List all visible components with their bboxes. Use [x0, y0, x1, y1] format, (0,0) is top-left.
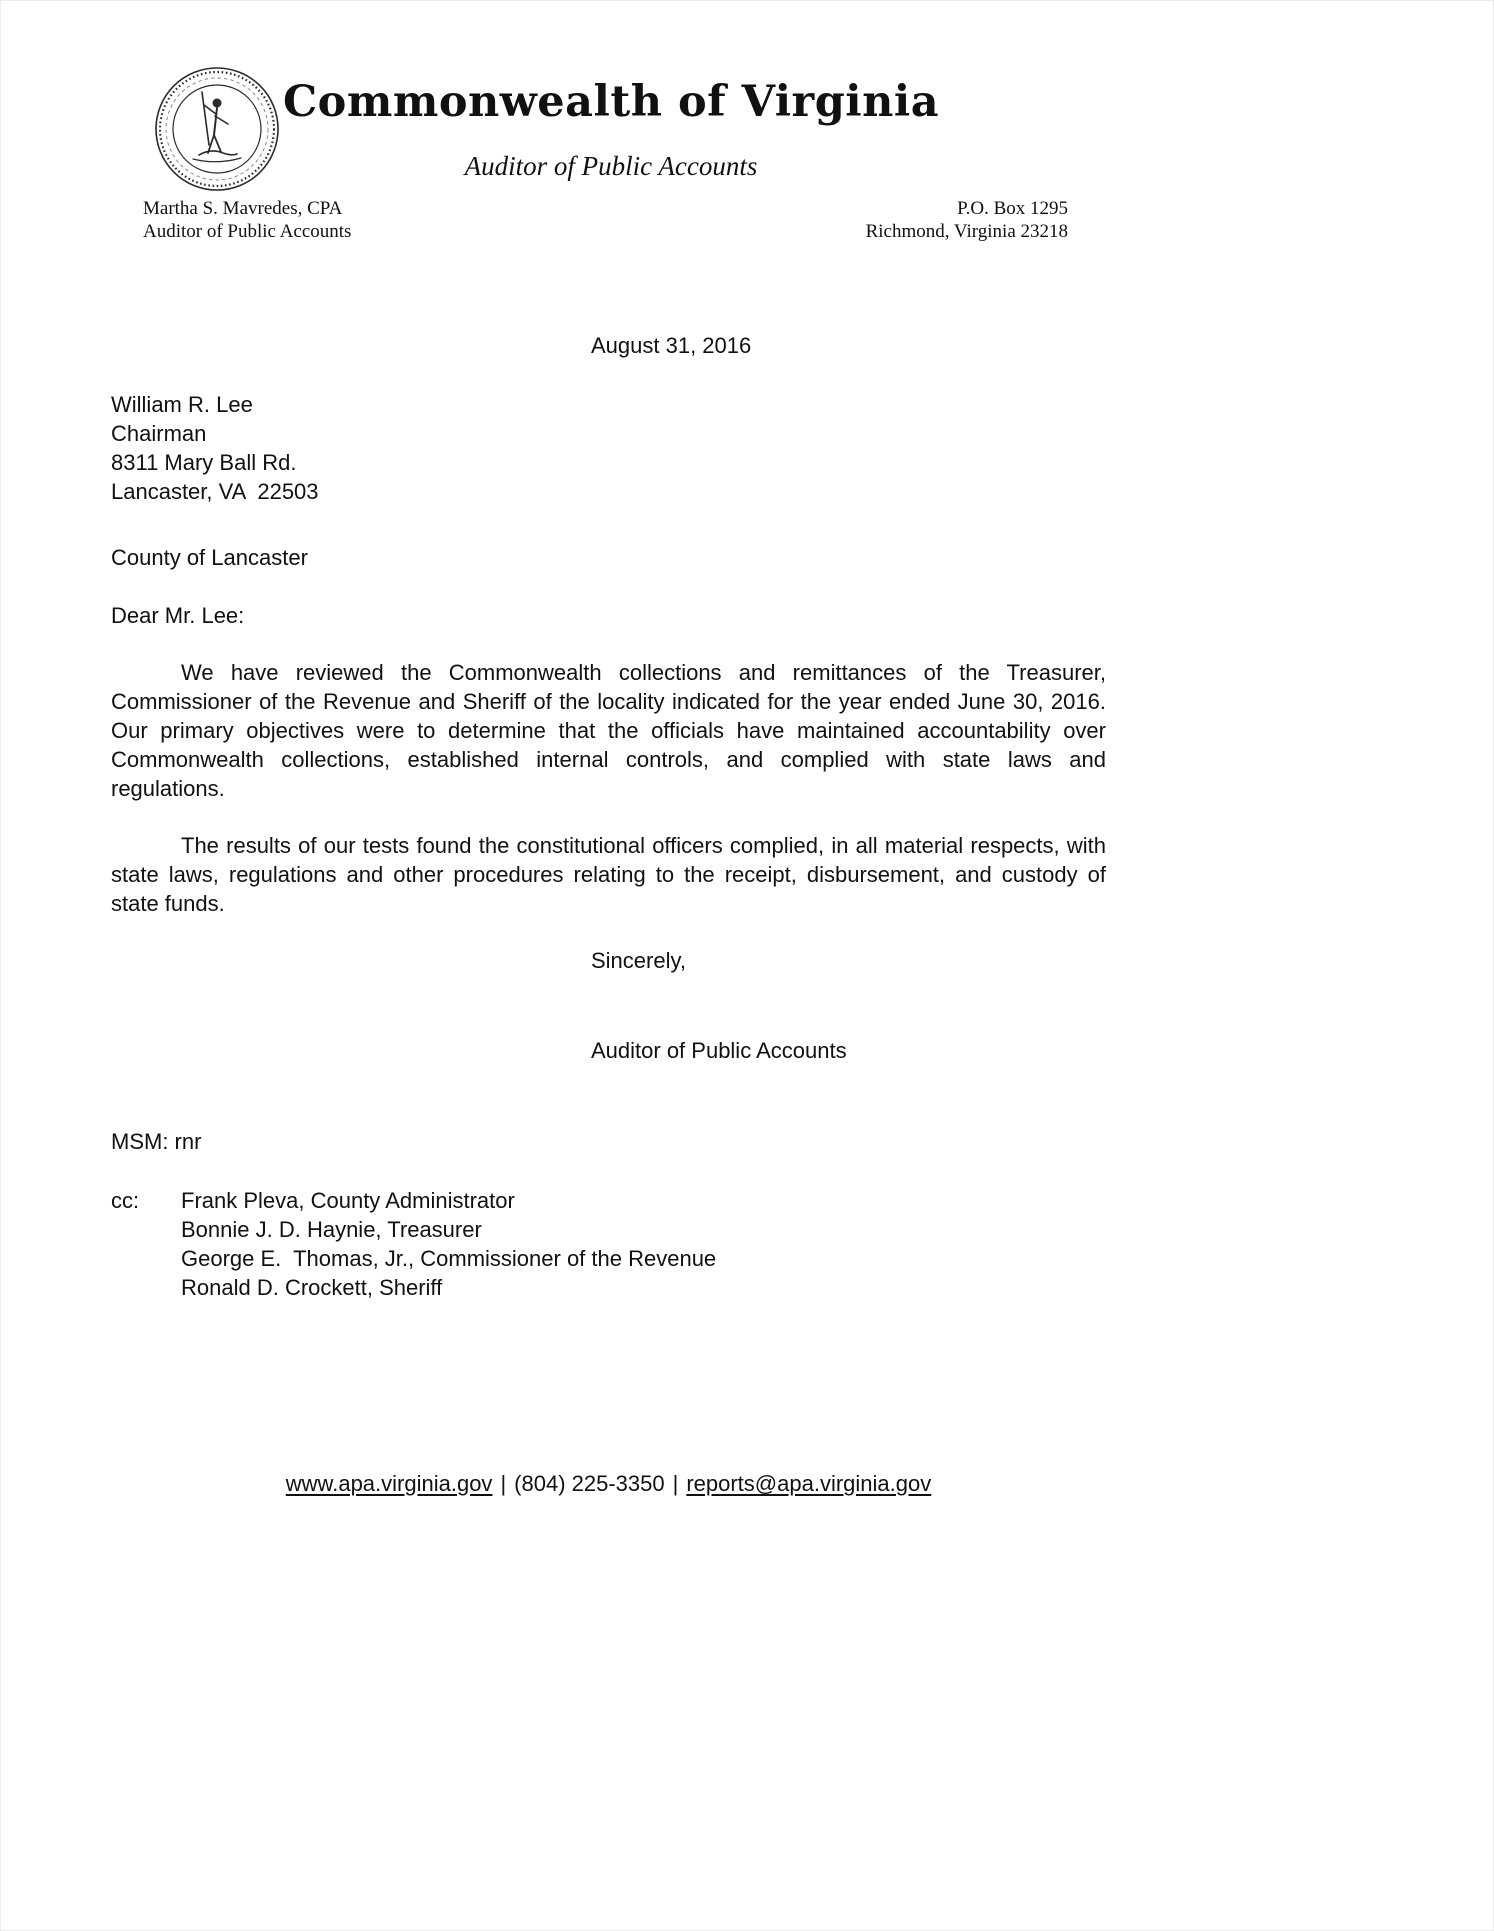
cc-label: cc:	[111, 1188, 140, 1213]
letter-body	[111, 1, 1106, 1302]
recipient-name: William R. Lee	[111, 392, 253, 417]
closing: Sincerely,	[591, 948, 686, 973]
email-link[interactable]: reports@apa.virginia.gov	[686, 1471, 932, 1496]
return-address-line2: Richmond, Virginia 23218	[865, 221, 1068, 242]
cc-recipient: Bonnie J. D. Haynie, Treasurer	[181, 1217, 482, 1242]
phone-number: (804) 225-3350	[514, 1471, 665, 1496]
recipient-street: 8311 Mary Ball Rd.	[111, 450, 297, 475]
salutation: Dear Mr. Lee:	[111, 603, 245, 628]
recipient-title: Chairman	[111, 421, 207, 446]
cc-list	[181, 1186, 1106, 1302]
recipient-block	[111, 390, 1106, 506]
footer	[111, 1469, 1106, 1498]
cc-block	[111, 1186, 1106, 1302]
locality-line: County of Lancaster	[111, 545, 308, 570]
cc-recipient: Frank Pleva, County Administrator	[181, 1188, 515, 1213]
letter-date: August 31, 2016	[591, 333, 752, 358]
cc-recipient: Ronald D. Crockett, Sheriff	[181, 1275, 443, 1300]
signature-title: Auditor of Public Accounts	[591, 1038, 847, 1063]
reference-initials: MSM: rnr	[111, 1129, 202, 1154]
footer-separator: |	[672, 1471, 679, 1496]
cc-recipient: George E. Thomas, Jr., Commissioner of the Revenue	[181, 1246, 717, 1271]
recipient-city-state-zip: Lancaster, VA 22503	[111, 479, 319, 504]
footer-separator: |	[500, 1471, 507, 1496]
website-link[interactable]: www.apa.virginia.gov	[285, 1471, 493, 1496]
paragraph-1: We have reviewed the Commonwealth collections and remittances of the Treasurer, Commissioner of the Revenue and Sheriff of the locality indicated for the year ended June 30, 2016. Our primary objectives were to determine that the officials have maintained accountability over Commonwealth collections, established internal controls, and complied with state laws and regulations.	[111, 660, 1106, 801]
official-name: Martha S. Mavredes, CPA	[143, 198, 343, 219]
org-title: Commonwealth of Virginia	[282, 77, 940, 127]
paragraph-2: The results of our tests found the constitutional officers complied, in all material respects, with state laws, regulations and other procedures relating to the receipt, disbursement, and custody of state funds.	[111, 833, 1106, 916]
org-subtitle: Auditor of Public Accounts	[464, 151, 758, 181]
official-title: Auditor of Public Accounts	[143, 221, 352, 242]
return-address-line1: P.O. Box 1295	[957, 198, 1068, 219]
